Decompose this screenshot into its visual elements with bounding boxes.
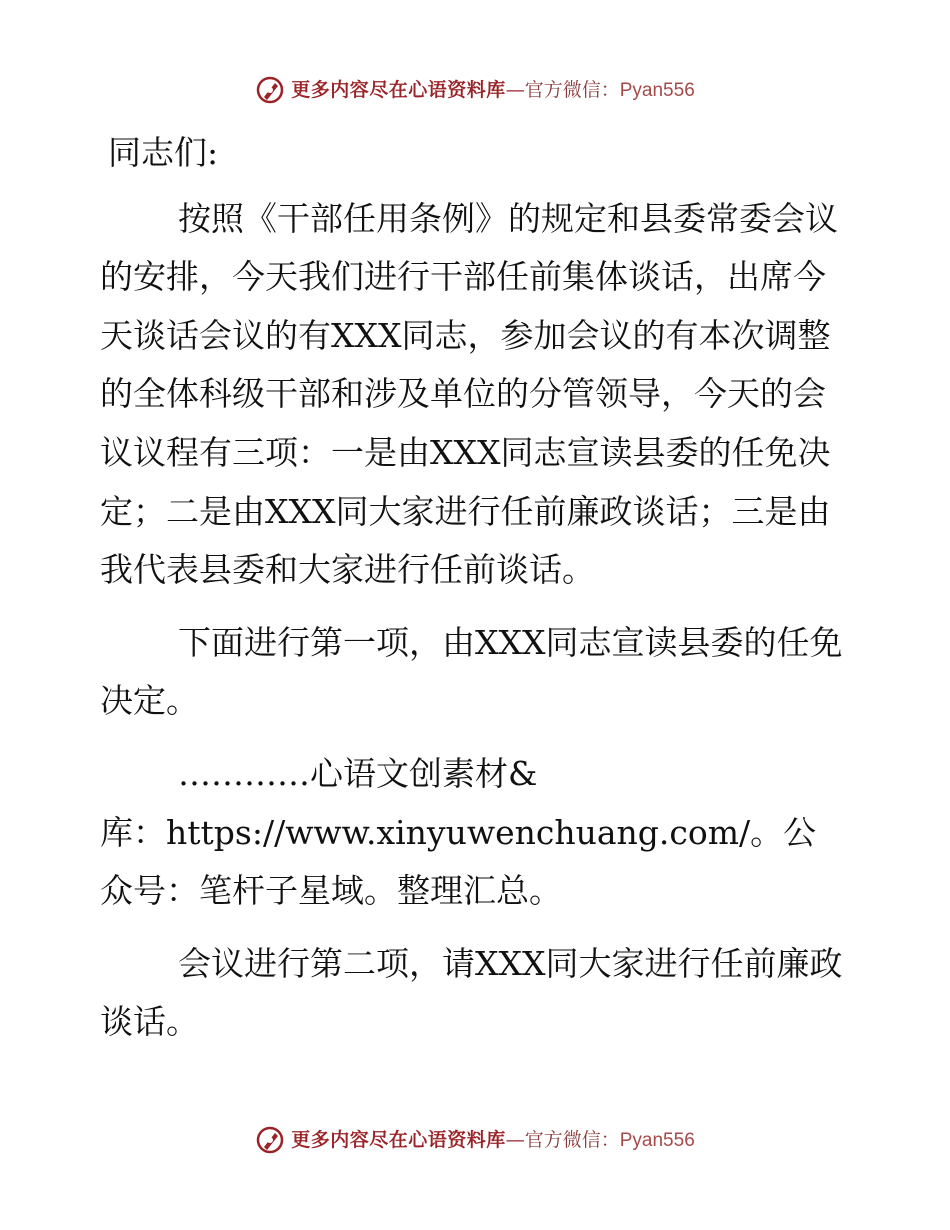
pen-logo-icon: [255, 1125, 285, 1155]
header-site-name: 更多内容尽在心语资料库: [291, 78, 506, 101]
footer-separator: —: [505, 1128, 525, 1151]
paragraph-item-two: 会议进行第二项，请XXX同大家进行任前廉政谈话。: [100, 943, 843, 1042]
header-wechat-label: 官方微信：: [524, 78, 620, 101]
paragraph-intro: 按照《干部任用条例》的规定和县委常委会议的安排，今天我们进行干部任前集体谈话，出席今天谈话会议的有XXX同志，参加会议的有本次调整的全体科级干部和涉及单位的分管领导，今天的会议议程有三项：一是由XXX同志宣读县委的任免决定；二是由XXX同大家进行任前廉政谈话；三是由我代表县委和大家进行任前谈话。: [100, 198, 838, 590]
promo-line-1: …………心语文创素材&: [178, 753, 538, 793]
page-header-banner: [0, 70, 950, 110]
promo-paragraph: [100, 745, 845, 921]
paragraph-item-one: 下面进行第一项，由XXX同志宣读县委的任免决定。: [100, 622, 843, 721]
page-footer-banner: [0, 1120, 950, 1160]
header-wechat-id: Pyan556: [619, 79, 695, 101]
footer-wechat-id: Pyan556: [619, 1129, 695, 1151]
salutation: 同志们:: [108, 133, 219, 172]
header-separator: —: [505, 78, 525, 101]
footer-site-name: 更多内容尽在心语资料库: [291, 1128, 506, 1151]
pen-logo-icon: [255, 75, 285, 105]
footer-wechat-label: 官方微信：: [524, 1128, 620, 1151]
document-body: [100, 124, 845, 1066]
promo-line-2: 库：https://www.xinyuwenchuang.com/。公众号：笔杆子星域。整理汇总。: [100, 812, 817, 911]
